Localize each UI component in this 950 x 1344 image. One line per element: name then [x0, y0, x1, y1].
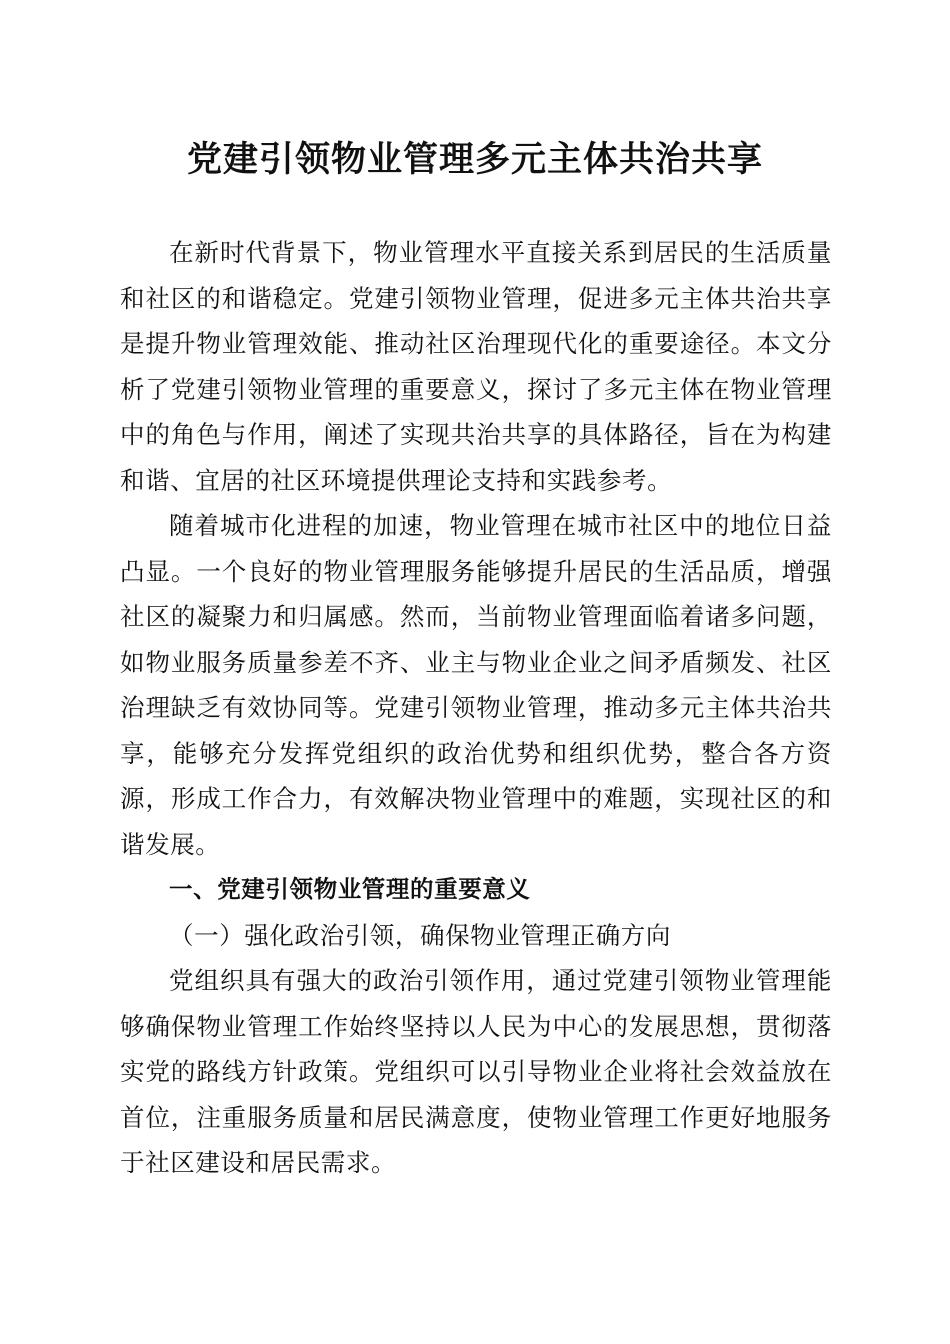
background-paragraph: 随着城市化进程的加速，物业管理在城市社区中的地位日益凸显。一个良好的物业管理服务能够提升居民的生活品质，增强社区的凝聚力和归属感。然而，当前物业管理面临着诸多问题，如物业服务质量参差不齐、业主与物业企业之间矛盾频发、社区治理缺乏有效协同等。党建引领物业管理，推动多元主体共治共享，能够充分发挥党组织的政治优势和组织优势，整合各方资源，形成工作合力，有效解决物业管理中的难题，实现社区的和谐发展。: [120, 511, 832, 859]
intro-paragraph: 在新时代背景下，物业管理水平直接关系到居民的生活质量和社区的和谐稳定。党建引领物业管理，促进多元主体共治共享是提升物业管理效能、推动社区治理现代化的重要途径。本文分析了党建引领物业管理的重要意义，探讨了多元主体在物业管理中的角色与作用，阐述了实现共治共享的具体路径，旨在为构建和谐、宜居的社区环境提供理论支持和实践参考。: [120, 238, 832, 495]
subsection-paragraph: 党组织具有强大的政治引领作用，通过党建引领物业管理能够确保物业管理工作始终坚持以人民为中心的发展思想，贯彻落实党的路线方针政策。党组织可以引导物业企业将社会效益放在首位，注重服务质量和居民满意度，使物业管理工作更好地服务于社区建设和居民需求。: [120, 966, 832, 1177]
document-body: [120, 230, 832, 1186]
section-heading: 一、党建引领物业管理的重要意义: [169, 875, 531, 903]
subsection-heading: （一）强化政治引领，确保物业管理正确方向: [169, 920, 671, 950]
document-title: 党建引领物业管理多元主体共治共享: [186, 139, 763, 180]
